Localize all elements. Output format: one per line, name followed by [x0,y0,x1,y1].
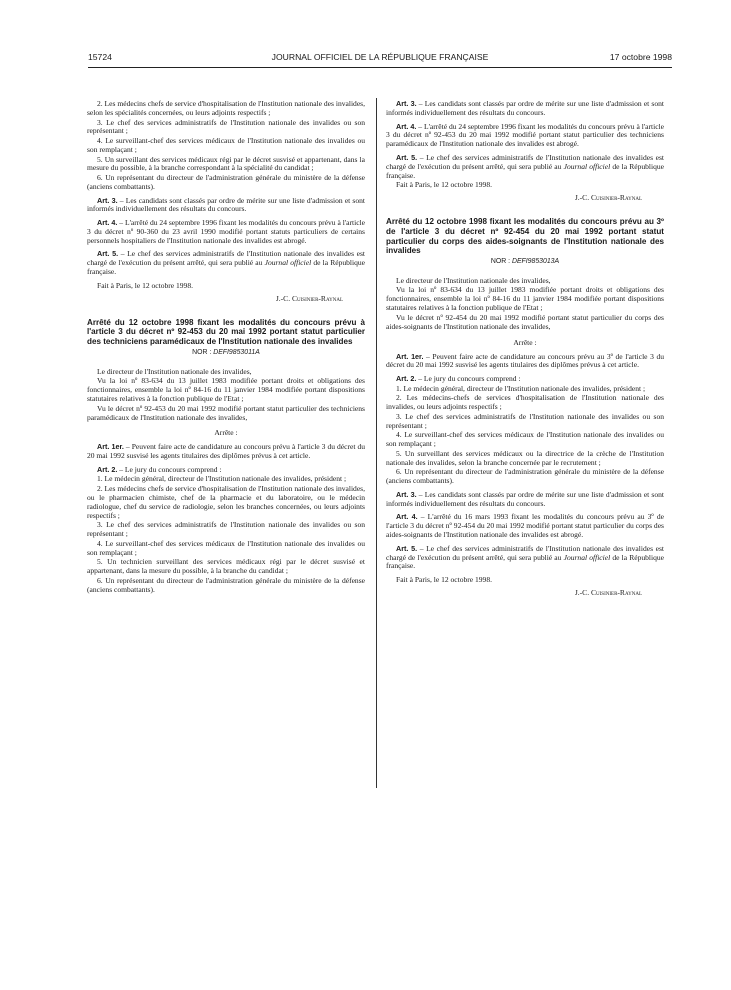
article-text: – L'arrêté du 24 septembre 1996 fixant les modalités du concours prévu à l'article 3 du décret nº 90-360 du 23 avril 1990 modifié portant statuts particuliers de certains personnels hospitaliers de l'Institution nationale des invalides est abrogé. [87,218,365,245]
article-label: Art. 1er. [396,351,424,361]
article-label: Art. 5. [97,249,119,259]
page-number: 15724 [88,52,112,62]
article-text: – Le chef des services administratifs de l'Institution nationale des invalides est chargé de l'exécution du présent arrêté, qui sera publié au [386,152,665,171]
article-5 [386,154,664,181]
signature: J.-C. Cuisinier-Raynal [275,293,343,303]
list-item: 2. Les médecins chefs de service d'hospitalisation de l'Institution nationale des invalides, selon les spécialités concernées, ou leurs adjoints respectifs ; [87,99,365,117]
article-2 [386,375,664,384]
article-label: Art. 3. [97,195,118,205]
journal-title: JOURNAL OFFICIEL DE LA RÉPUBLIQUE FRANÇAISE [271,52,489,62]
arrete-heading: Arrête : [513,337,537,347]
article-3 [87,197,365,215]
article-text: – Les candidats sont classés par ordre de mérite sur une liste d'admission et sont informés individuellement des résultats du concours. [386,99,664,117]
journal-name: Journal officiel [264,258,312,268]
article-label: Art. 2. [97,464,118,474]
journal-name: Journal officiel [563,161,611,171]
done-at: Fait à Paris, le 12 octobre 1998. [396,575,492,584]
article-label: Art. 1er. [97,442,124,452]
preamble-line: Le directeur de l'Institution nationale des invalides, [97,366,252,376]
column-divider [376,98,377,788]
jury-item: 2. Les médecins-chefs de services d'hospitalisation de l'Institution nationale des invalides, ou leurs adjoints respectifs ; [386,393,664,412]
article-label: Art. 4. [97,218,118,227]
article-text: – L'arrêté du 16 mars 1993 fixant les modalités du concours prévu au 3º de l'article 3 du décret nº 92-454 du 20 mai 1992 modifié portant statut particulier du corps des aides-soignants de l'Institution nationale des invalides est abrogé. [386,512,664,539]
jury-item: 4. Le surveillant-chef des services médicaux de l'Institution nationale des invalides ou son remplaçant ; [386,430,664,449]
signature: J.-C. Cuisinier-Raynal [574,193,642,203]
article-text: de la République française. [386,161,665,180]
article-1 [87,443,365,461]
jury-item: 5. Un surveillant des services médicaux ou la directrice de la crèche de l'Institution nationale des invalides, selon la branche concernée par le recrutement ; [386,448,664,467]
article-text: – Peuvent faire acte de candidature au concours prévu au 3º de l'article 3 du décret du 20 mai 1992 susvisé les agents titulaires des diplômes prévus à cet article. [386,351,664,370]
done-at: Fait à Paris, le 12 octobre 1998. [97,280,193,290]
article-label: Art. 5. [396,152,418,162]
list-item: 3. Le chef des services administratifs de l'Institution nationale des invalides ou son représentant ; [87,117,365,136]
nor-reference: NOR : DEFI9853013A [490,257,560,265]
jury-item: 3. Le chef des services administratifs de l'Institution nationale des invalides ou son représentant ; [386,411,664,430]
article-text: de la République française. [386,552,665,571]
article-text: – Le chef des services administratifs de l'Institution nationale des invalides est chargé de l'exécution du présent arrêté, qui sera publié au [386,543,665,562]
article-4 [87,219,365,246]
article-4 [386,123,664,150]
jury-item: 6. Un représentant du directeur de l'administration générale du ministère de la défense (anciens combattants). [386,467,664,486]
article-text: – Le jury du concours comprend : [117,464,222,474]
article-text: – Le jury du concours comprend : [416,374,521,383]
article-label: Art. 5. [396,543,418,553]
article-text: – L'arrêté du 24 septembre 1996 fixant les modalités du concours prévu à l'article 3 du décret nº 92-453 du 20 mai 1992 modifié portant statut particulier des techniciens paramédicaux de l'Institution nationale des invalides est abrogé. [386,121,664,149]
preamble-line: Vu la loi nº 83-634 du 13 juillet 1983 modifiée portant droits et obligations des fonctionnaires, ensemble la loi nº 84-16 du 11 janvier 1984 modifiée portant dispositions statutaires relatives à la fonction publique de l'Etat ; [386,285,664,313]
journal-name: Journal officiel [563,552,611,562]
preamble-line: Le directeur de l'Institution nationale des invalides, [396,275,551,285]
jury-item: 3. Le chef des services administratifs de l'Institution nationale des invalides ou son représentant ; [87,520,365,539]
article-text: de la République française. [87,258,366,277]
arrete-heading: Arrête : [214,428,238,438]
list-item: 6. Un représentant du directeur de l'administration générale du ministère de la défense (anciens combattants). [87,173,365,191]
jury-item: 5. Un technicien surveillant des services médicaux régi par le décret susvisé et appartenant, dans la mesure du possible, à la branche du candidat ; [87,557,365,576]
article-3 [386,100,664,118]
article-3 [386,491,664,509]
right-column [386,100,664,598]
signature: J.-C. Cuisinier-Raynal [574,587,642,597]
article-text: – Les candidats sont classés par ordre de mérite sur une liste d'admission et sont informés individuellement des résultats du concours. [386,489,664,508]
header-rule [88,67,672,68]
article-4 [386,513,664,540]
jury-item: 1. Le médecin général, directeur de l'Institution nationale des invalides, président ; [97,474,347,484]
jury-item: 6. Un représentant du directeur de l'administration générale du ministère de la défense (anciens combattants). [87,575,365,594]
done-at: Fait à Paris, le 12 octobre 1998. [396,180,492,190]
article-text: – Le chef des services administratifs de l'Institution nationale des invalides est chargé de l'exécution du présent arrêté, qui sera publié au [87,249,366,268]
preamble-line: Vu la loi nº 83-634 du 13 juillet 1983 modifiée portant droits et obligations des fonctionnaires, ensemble la loi nº 84-16 du 11 janvier 1984 modifiée portant dispositions statutaires relatives à la fonction publique de l'Etat ; [87,376,365,403]
article-label: Art. 3. [396,99,417,108]
article-label: Art. 4. [396,512,418,522]
preamble-line: Vu le décret nº 92-454 du 20 mai 1992 modifié portant statut particulier du corps des aides-soignants de l'Institution nationale des invalides, [386,312,664,331]
list-item: 5. Un surveillant des services médicaux régi par le décret susvisé et appartenant, dans la mesure du possible, à la branche correspondant à la spécialité du candidat ; [87,154,365,173]
preamble-line: Vu le décret nº 92-453 du 20 mai 1992 modifié portant statut particulier des techniciens paramédicaux de l'Institution nationale des invalides, [87,403,365,422]
article-label: Art. 4. [396,121,417,131]
article-label: Art. 3. [396,489,417,499]
page-header [88,52,672,66]
left-column [87,100,365,595]
publication-date: 17 octobre 1998 [609,52,672,62]
article-text: – Peuvent faire acte de candidature au concours prévu à l'article 3 du décret du 20 mai 1992 susvisé les agents titulaires des diplômes prévus à cet article. [87,442,365,461]
nor-code: DEFI9853013A [511,257,560,265]
list-item: 4. Le surveillant-chef des services médicaux de l'Institution nationale des invalides ou son remplaçant ; [87,136,365,154]
article-text: – Les candidats sont classés par ordre de mérite sur une liste d'admission et sont informés individuellement des résultats du concours. [87,195,365,214]
article-1 [386,353,664,371]
decree-title: Arrêté du 12 octobre 1998 fixant les modalités du concours prévu à l'article 3 du décret nº 92-453 du 20 mai 1992 portant statut particulier des techniciens paramédicaux de l'Institution nationale des invalides [87,317,365,346]
jury-item: 4. Le surveillant-chef des services médicaux de l'Institution nationale des invalides ou son remplaçant ; [87,538,365,557]
jury-item: 2. Les médecins chefs de service d'hospitalisation de l'Institution nationale des invalides, ou le pharmacien chimiste, chef de la pharmacie et du laboratoire, ou le médecin radiologue, chef du service de radiologie, selon les branches concernées, ou leurs adjoints respectifs ; [87,484,365,520]
article-5 [87,250,365,277]
article-label: Art. 2. [396,374,417,383]
article-5 [386,545,664,572]
nor-code: DEFI9853011A [213,348,260,356]
jury-item: 1. Le médecin général, directeur de l'Institution nationale des invalides, président ; [396,383,646,393]
nor-reference: NOR : DEFI9853011A [192,348,260,356]
decree-title: Arrêté du 12 octobre 1998 fixant les modalités du concours prévu au 3º de l'article 3 du décret nº 92-454 du 20 mai 1992 portant statut particulier du corps des aides-soignants de l'Institution nationale des invalides [386,217,664,256]
